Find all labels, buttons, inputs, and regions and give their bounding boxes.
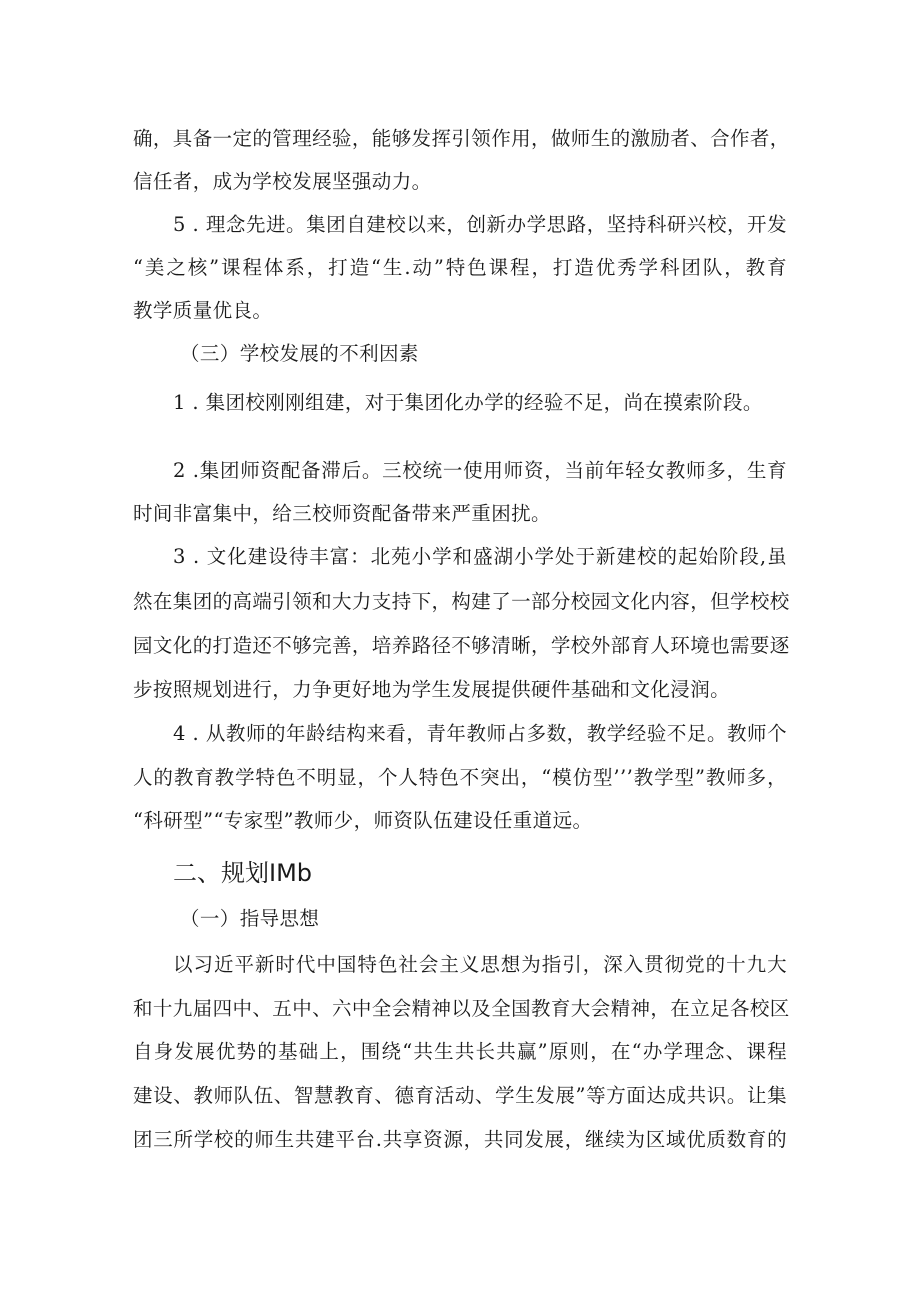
paragraph-line: 4 . 从教师的年龄结构来看，青年教师占多数，教学经验不足。教师个 xyxy=(173,722,787,745)
paragraph-line: 时间非富集中，给三校师资配备带来严重困扰。 xyxy=(133,502,551,525)
paragraph-line: 自身发展优势的基础上，围绕“共生共长共赢”原则，在“办学理念、课程 xyxy=(133,1040,787,1063)
paragraph-line: 以习近平新时代中国特色社会主义思想为指引，深入贯彻党的十九大 xyxy=(173,953,787,976)
paragraph-line: 园文化的打造还不够完善，培养路径不够清晰，学校外部育人环境也需要逐 xyxy=(133,634,790,657)
paragraph-line: 然在集团的高端引领和大力支持下，构建了一部分校园文化内容，但学校校 xyxy=(133,590,790,613)
paragraph-line: 1 . 集团校刚刚组建，对于集团化办学的经验不足，尚在摸索阶段。 xyxy=(173,391,763,414)
paragraph-line: 确，具备一定的管理经验，能够发挥引领作用，做师生的激励者、合作者， xyxy=(133,127,790,150)
paragraph-line: 5 . 理念先进。集团自建校以来，创新办学思路，坚持科研兴校，开发 xyxy=(173,213,787,236)
section-heading: 二、规划ⅠMb xyxy=(173,859,313,887)
paragraph-line: 团三所学校的师生共建平台.共享资源，共同发展，继续为区域优质数育的 xyxy=(133,1128,787,1151)
paragraph-line: “美之核”课程体系，打造“生.动”特色课程，打造优秀学科团队，教育 xyxy=(133,256,787,279)
paragraph-line: 信任者，成为学校发展坚强动力。 xyxy=(133,170,432,193)
paragraph-line: 教学质量优良。 xyxy=(133,299,273,322)
paragraph-line: 2 .集团师资配备滞后。三校统一使用师资，当前年轻女教师多，生育 xyxy=(173,459,787,482)
section-subheading: （一）指导思想 xyxy=(180,907,320,930)
paragraph-line: 人的教育教学特色不明显，个人特色不突出，“模仿型’’’教学型”教师多， xyxy=(133,766,787,789)
paragraph-line: 和十九届四中、五中、六中全会精神以及全国教育大会精神，在立足各校区 xyxy=(133,997,790,1020)
paragraph-line: 3 . 文化建设待丰富：北苑小学和盛湖小学处于新建校的起始阶段,虽 xyxy=(173,545,787,568)
paragraph-line: 建设、教师队伍、智慧教育、德育活动、学生发展”等方面达成共识。让集 xyxy=(133,1084,787,1107)
section-subheading: （三）学校发展的不利因素 xyxy=(180,342,419,365)
paragraph-line: “科研型”“专家型”教师少，师资队伍建设任重道远。 xyxy=(133,809,593,832)
paragraph-line: 步按照规划进行，力争更好地为学生发展提供硬件基础和文化浸润。 xyxy=(133,678,731,701)
